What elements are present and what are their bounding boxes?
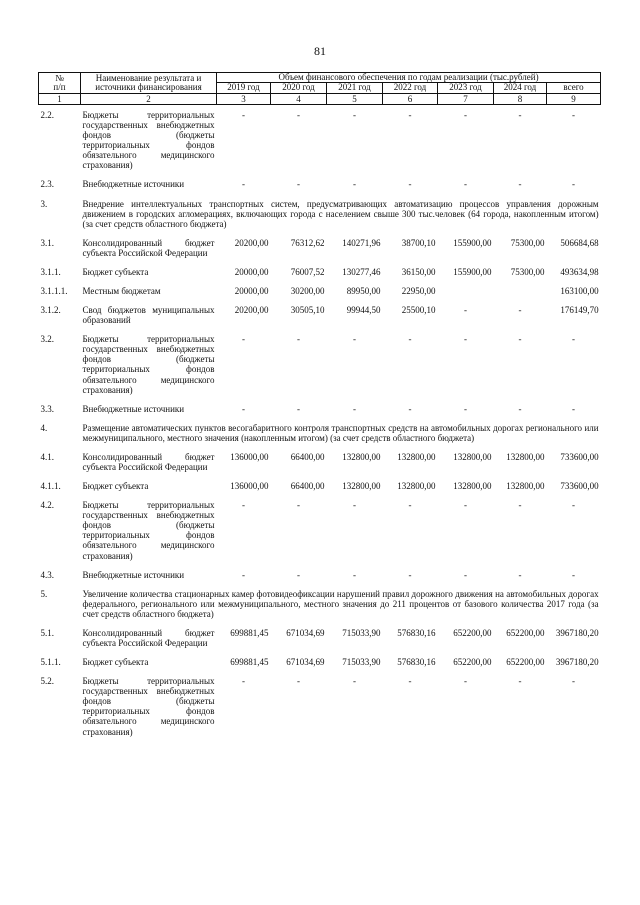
value-cell: 75300,00: [510, 237, 545, 248]
value-cell: -: [242, 569, 245, 580]
column-numbers-row: [39, 93, 601, 104]
header-year: 2022 год: [383, 83, 438, 93]
row-gap: [39, 472, 601, 481]
row-number: 3.1.2.: [40, 305, 61, 316]
value-cell: 89950,00: [346, 285, 381, 296]
value-cell: -: [464, 500, 467, 511]
value-cell: -: [518, 109, 522, 120]
row-name: Бюджеты территориальных государственных внебюджетных фондов (бюджеты территориальных фондов обязательного медицинского страхования): [82, 500, 215, 561]
value-cell: [438, 286, 494, 296]
row-number: 4.1.: [40, 451, 54, 462]
value-cell: -: [572, 109, 576, 120]
table-row: [39, 570, 601, 580]
row-gap: [39, 561, 601, 570]
table-row: [39, 481, 601, 491]
value-cell: -: [464, 569, 467, 580]
value-cell: -: [518, 334, 522, 345]
value-cell: 733600,00: [560, 451, 599, 462]
section-row: [39, 199, 601, 229]
row-name: Консолидированный бюджет субъекта Российской Федерации: [82, 451, 215, 472]
row-gap: [39, 229, 601, 238]
value-cell: -: [353, 334, 356, 345]
row-number: 5.2.: [40, 676, 54, 687]
value-cell: 25500,10: [401, 305, 436, 316]
value-cell: 3967180,20: [555, 657, 599, 668]
table-row: [39, 657, 601, 667]
row-number: 3.1.1.1.: [40, 285, 68, 296]
table-row: [39, 452, 601, 472]
table-row: [39, 334, 601, 394]
value-cell: -: [242, 500, 245, 511]
column-number: 8: [494, 93, 547, 104]
row-gap: [39, 258, 601, 267]
column-number: 7: [438, 93, 494, 104]
value-cell: 20000,00: [234, 285, 269, 296]
value-cell: -: [572, 334, 576, 345]
value-cell: 652200,00: [506, 627, 545, 638]
table-row: [39, 500, 601, 560]
value-cell: 136000,00: [230, 451, 269, 462]
row-gap: [39, 619, 601, 628]
row-name: Консолидированный бюджет субъекта Российской Федерации: [82, 627, 215, 648]
value-cell: 36150,00: [401, 266, 436, 277]
value-cell: -: [572, 569, 576, 580]
value-cell: -: [297, 179, 300, 190]
value-cell: 155900,00: [453, 237, 492, 248]
value-cell: -: [464, 109, 467, 120]
value-cell: -: [464, 305, 467, 316]
value-cell: 176149,70: [560, 305, 599, 316]
budget-table: [38, 72, 601, 746]
value-cell: -: [242, 403, 245, 414]
table-row: [39, 179, 601, 189]
value-cell: 132800,00: [506, 451, 545, 462]
value-cell: -: [408, 500, 412, 511]
value-cell: 38700,10: [401, 237, 436, 248]
section-row: [39, 589, 601, 619]
header-year: 2021 год: [327, 83, 383, 93]
row-gap: [39, 491, 601, 500]
row-gap: [39, 325, 601, 334]
row-name: Внебюджетные источники: [82, 179, 185, 190]
value-cell: 99944,50: [346, 305, 381, 316]
section-title: Внедрение интеллектуальных транспортных систем, предусматривающих автоматизацию процессов управления дорожным движением в городских агломерациях, включающих города с населением свыше 300 тыс.человек (64 города, накопленным итогом) (за счет средств областного бюджета): [82, 198, 599, 229]
value-cell: -: [408, 179, 412, 190]
value-cell: 30505,10: [290, 305, 325, 316]
value-cell: 699881,45: [230, 657, 269, 668]
value-cell: -: [242, 676, 245, 687]
value-cell: -: [297, 569, 300, 580]
value-cell: 576830,16: [397, 657, 436, 668]
value-cell: -: [297, 676, 300, 687]
value-cell: -: [572, 403, 576, 414]
value-cell: -: [353, 676, 356, 687]
header-year: 2020 год: [271, 83, 327, 93]
value-cell: -: [464, 676, 467, 687]
value-cell: 20200,00: [234, 305, 269, 316]
row-number: 3.3.: [40, 403, 54, 414]
value-cell: 130277,46: [342, 266, 381, 277]
row-name: Бюджет субъекта: [82, 266, 149, 277]
value-cell: -: [297, 403, 300, 414]
value-cell: 652200,00: [453, 657, 492, 668]
value-cell: -: [353, 403, 356, 414]
header-year: всего: [547, 83, 601, 93]
value-cell: -: [464, 179, 467, 190]
header-volume: Объем финансового обеспечения по годам реализации (тыс.рублей): [217, 73, 601, 83]
value-cell: -: [518, 569, 522, 580]
value-cell: 30200,00: [290, 285, 325, 296]
row-name: Консолидированный бюджет субъекта Российской Федерации: [82, 237, 215, 258]
value-cell: -: [518, 676, 522, 687]
table-row: [39, 267, 601, 277]
value-cell: 715033,90: [342, 627, 381, 638]
value-cell: -: [572, 676, 576, 687]
value-cell: -: [518, 179, 522, 190]
header-year: 2019 год: [217, 83, 271, 93]
value-cell: 20000,00: [234, 266, 269, 277]
value-cell: 132800,00: [397, 481, 436, 492]
row-gap: [39, 190, 601, 199]
column-number: 1: [39, 93, 81, 104]
column-number: 6: [383, 93, 438, 104]
value-cell: -: [353, 109, 356, 120]
table-row: [39, 238, 601, 258]
value-cell: -: [353, 569, 356, 580]
value-cell: -: [353, 500, 356, 511]
row-name: Свод бюджетов муниципальных образований: [82, 305, 215, 326]
row-name: Бюджет субъекта: [82, 657, 149, 668]
value-cell: 652200,00: [506, 657, 545, 668]
row-gap: [39, 667, 601, 676]
value-cell: -: [353, 179, 356, 190]
section-title: Увеличение количества стационарных камер фотовидеофиксации нарушений правил дорожного движения на автомобильных дорогах федерального, регионального или межмуниципального, местного значения до 211 процентов от базового количества 2017 года (за счет средств областного бюджета): [82, 588, 599, 619]
table-row: [39, 110, 601, 170]
row-number: 3.1.1.: [40, 266, 61, 277]
value-cell: -: [242, 179, 245, 190]
column-number: 4: [271, 93, 327, 104]
row-gap: [39, 580, 601, 589]
value-cell: 76007,52: [290, 266, 325, 277]
row-number: 2.2.: [40, 109, 54, 120]
header-num: [39, 73, 81, 94]
value-cell: -: [242, 334, 245, 345]
value-cell: 506684,68: [560, 237, 599, 248]
page-number: 81: [314, 44, 326, 58]
value-cell: -: [297, 334, 300, 345]
header-num-line2: п/п: [53, 81, 66, 92]
value-cell: 671034,69: [286, 657, 325, 668]
value-cell: 132800,00: [506, 481, 545, 492]
value-cell: 140271,96: [342, 237, 381, 248]
row-gap: [39, 277, 601, 286]
row-number: 3.1.: [40, 237, 54, 248]
row-gap: [39, 414, 601, 423]
value-cell: 20200,00: [234, 237, 269, 248]
row-gap: [39, 395, 601, 404]
value-cell: 132800,00: [342, 451, 381, 462]
row-number: 5.1.1.: [40, 657, 61, 668]
value-cell: -: [408, 403, 412, 414]
row-number: 4.: [40, 422, 48, 433]
value-cell: -: [297, 500, 300, 511]
value-cell: -: [408, 334, 412, 345]
row-gap: [39, 737, 601, 746]
row-name: Внебюджетные источники: [82, 403, 185, 414]
row-name: Внебюджетные источники: [82, 569, 185, 580]
value-cell: -: [572, 500, 576, 511]
section-title: Размещение автоматических пунктов весогабаритного контроля транспортных средств на автомобильных дорогах регионального или межмуниципального, местного значения (накопленным итогом) (за счет средств областного бюджета): [82, 422, 599, 443]
value-cell: -: [297, 109, 300, 120]
header-year: 2023 год: [438, 83, 494, 93]
value-cell: 66400,00: [290, 481, 325, 492]
row-number: 3.: [40, 198, 48, 209]
table-row: [39, 628, 601, 648]
table-row: [39, 676, 601, 736]
value-cell: 3967180,20: [555, 627, 599, 638]
value-cell: 76312,62: [290, 237, 325, 248]
value-cell: -: [408, 676, 412, 687]
value-cell: 132800,00: [342, 481, 381, 492]
value-cell: -: [518, 500, 522, 511]
value-cell: -: [518, 305, 522, 316]
row-number: 5.1.: [40, 627, 54, 638]
table-row: [39, 305, 601, 325]
value-cell: -: [464, 403, 467, 414]
row-number: 4.2.: [40, 500, 54, 511]
value-cell: -: [572, 179, 576, 190]
header-name-line2: источники финансирования: [95, 81, 202, 92]
row-gap: [39, 443, 601, 452]
value-cell: 132800,00: [453, 481, 492, 492]
value-cell: 699881,45: [230, 627, 269, 638]
value-cell: 75300,00: [510, 266, 545, 277]
value-cell: -: [408, 569, 412, 580]
value-cell: 652200,00: [453, 627, 492, 638]
value-cell: 155900,00: [453, 266, 492, 277]
value-cell: 163100,00: [560, 285, 599, 296]
column-number: 5: [327, 93, 383, 104]
table-row: [39, 404, 601, 414]
header-name: [81, 73, 217, 94]
value-cell: 493634,98: [560, 266, 599, 277]
row-name: Бюджеты территориальных государственных внебюджетных фондов (бюджеты территориальных фондов обязательного медицинского страхования): [82, 334, 215, 395]
value-cell: -: [408, 109, 412, 120]
value-cell: 22950,00: [401, 285, 436, 296]
column-number: 2: [81, 93, 217, 104]
table-body: [39, 104, 601, 745]
row-name: Бюджеты территориальных государственных внебюджетных фондов (бюджеты территориальных фондов обязательного медицинского страхования): [82, 676, 215, 737]
row-number: 5.: [40, 588, 48, 599]
row-name: Бюджеты территориальных государственных внебюджетных фондов (бюджеты территориальных фондов обязательного медицинского страхования): [82, 109, 215, 171]
value-cell: 66400,00: [290, 451, 325, 462]
column-number: 9: [547, 93, 601, 104]
header-num-line1: №: [55, 72, 64, 83]
value-cell: 136000,00: [230, 481, 269, 492]
header-name-line1: Наименование результата и: [95, 72, 202, 83]
value-cell: -: [464, 334, 467, 345]
row-gap: [39, 648, 601, 657]
value-cell: 132800,00: [453, 451, 492, 462]
value-cell: 576830,16: [397, 627, 436, 638]
value-cell: 715033,90: [342, 657, 381, 668]
row-name: Бюджет субъекта: [82, 481, 149, 492]
value-cell: 733600,00: [560, 481, 599, 492]
value-cell: 132800,00: [397, 451, 436, 462]
value-cell: -: [518, 403, 522, 414]
table-row: [39, 286, 601, 296]
column-number: 3: [217, 93, 271, 104]
row-name: Местным бюджетам: [82, 285, 161, 296]
row-number: 4.1.1.: [40, 481, 61, 492]
value-cell: 671034,69: [286, 627, 325, 638]
row-number: 3.2.: [40, 334, 54, 345]
value-cell: [494, 286, 547, 296]
row-number: 4.3.: [40, 569, 54, 580]
section-row: [39, 423, 601, 443]
header-row: [39, 73, 601, 83]
row-gap: [39, 296, 601, 305]
row-number: 2.3.: [40, 179, 54, 190]
row-gap: [39, 170, 601, 179]
header-year: 2024 год: [494, 83, 547, 93]
value-cell: -: [242, 109, 245, 120]
